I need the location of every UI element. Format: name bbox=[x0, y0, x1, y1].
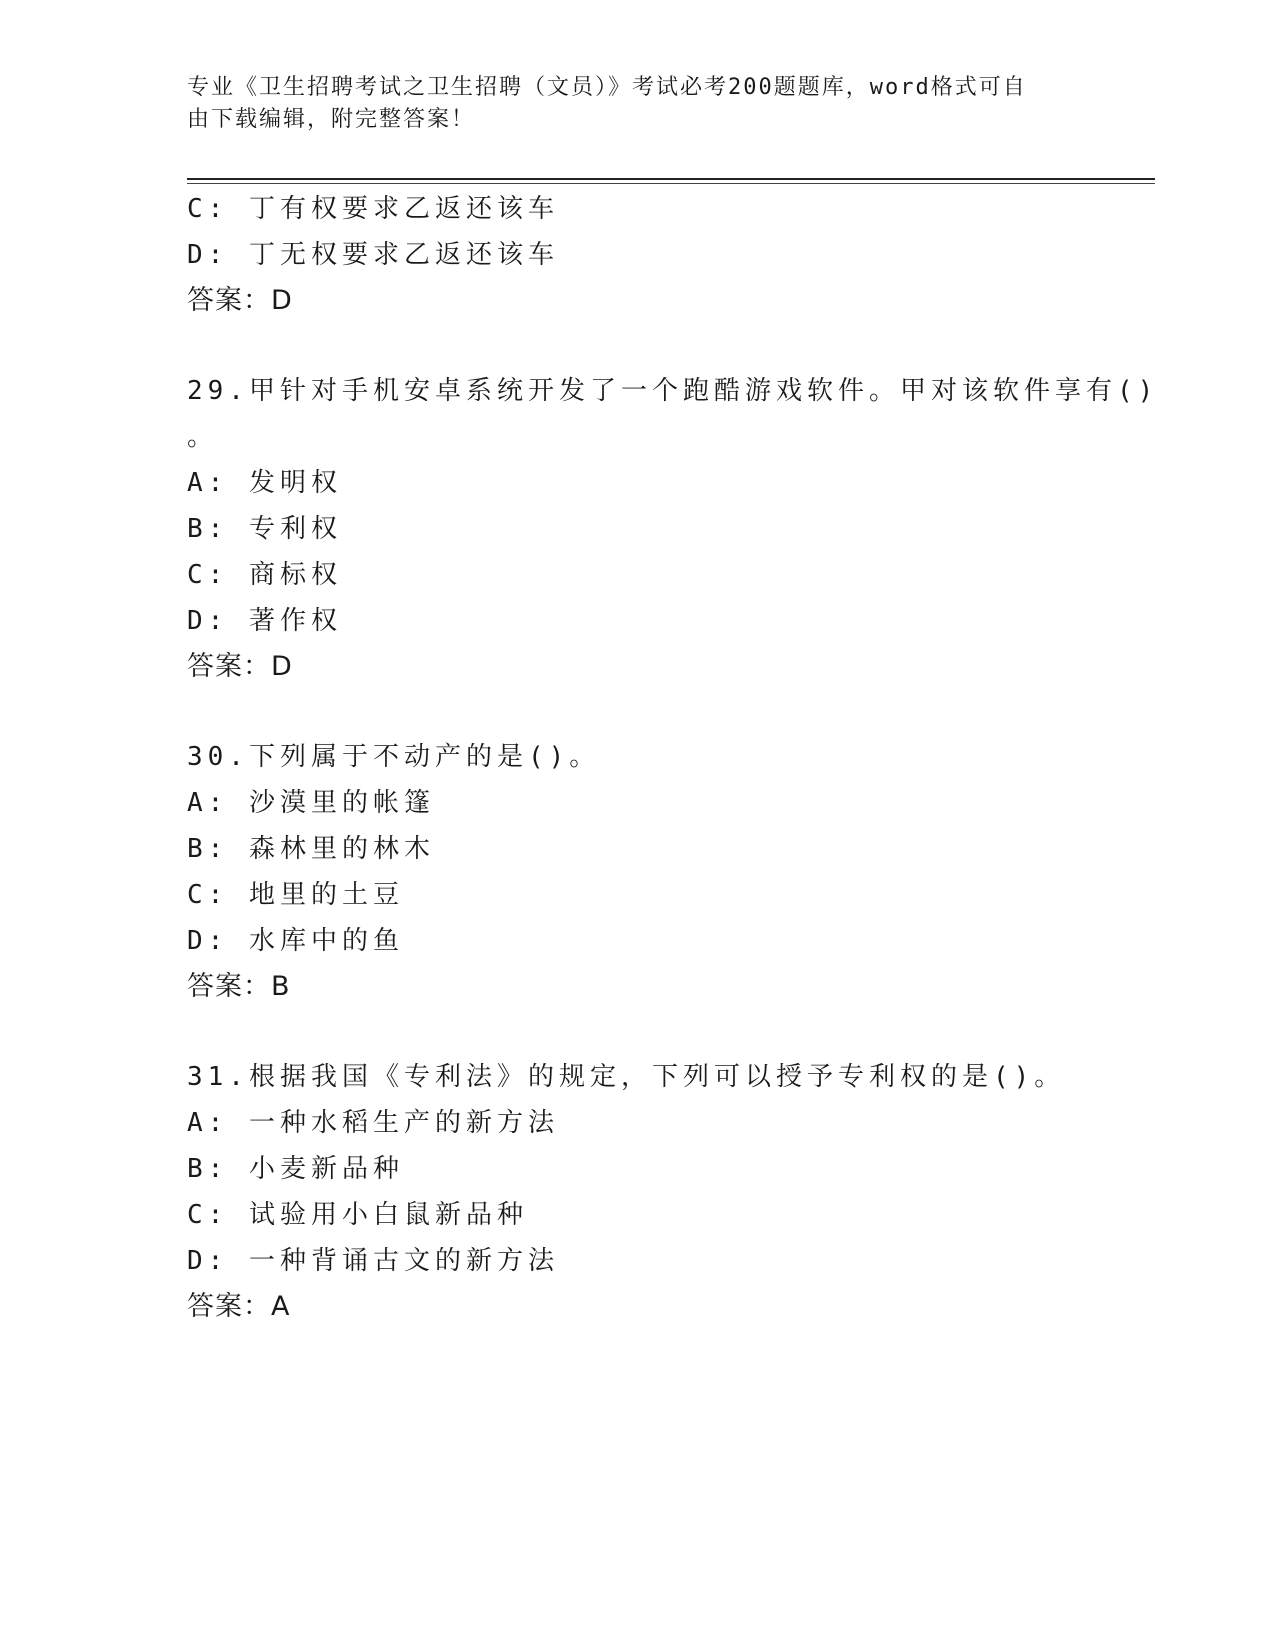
question-list bbox=[187, 186, 1159, 1330]
document-header bbox=[187, 72, 1077, 136]
option-a: A: 发明权 bbox=[187, 468, 342, 498]
question-block-29 bbox=[187, 368, 1159, 690]
option-d: D: 著作权 bbox=[187, 606, 342, 636]
header-divider-thick bbox=[187, 178, 1155, 180]
partial-question-block bbox=[187, 186, 1087, 324]
option-c: C: 丁有权要求乙返还该车 bbox=[187, 194, 559, 224]
option-d: D: 水库中的鱼 bbox=[187, 926, 404, 956]
option-b: B: 专利权 bbox=[187, 514, 342, 544]
option-a: A: 一种水稻生产的新方法 bbox=[187, 1108, 559, 1138]
header-line-2: 由下载编辑，附完整答案！ bbox=[187, 107, 476, 132]
option-b: B: 小麦新品种 bbox=[187, 1154, 404, 1184]
option-b: B: 森林里的林木 bbox=[187, 834, 435, 864]
answer-line: 答案：D bbox=[187, 285, 293, 316]
question-stem: 30.下列属于不动产的是()。 bbox=[187, 742, 601, 772]
option-d: D: 丁无权要求乙返还该车 bbox=[187, 240, 559, 270]
question-stem: 29.甲针对手机安卓系统开发了一个跑酷游戏软件。甲对该软件享有() bbox=[187, 376, 1159, 406]
option-c: C: 试验用小白鼠新品种 bbox=[187, 1200, 528, 1230]
answer-line: 答案：A bbox=[187, 1291, 291, 1322]
option-c: C: 地里的土豆 bbox=[187, 880, 404, 910]
answer-line: 答案：B bbox=[187, 971, 291, 1002]
answer-line: 答案：D bbox=[187, 651, 293, 682]
header-divider-thin bbox=[187, 183, 1155, 184]
option-d: D: 一种背诵古文的新方法 bbox=[187, 1246, 559, 1276]
question-stem-continued: 。 bbox=[187, 422, 214, 452]
option-a: A: 沙漠里的帐篷 bbox=[187, 788, 435, 818]
question-stem: 31.根据我国《专利法》的规定，下列可以授予专利权的是()。 bbox=[187, 1062, 1066, 1092]
question-block-31 bbox=[187, 1054, 1087, 1330]
header-line-1: 专业《卫生招聘考试之卫生招聘（文员）》考试必考200题题库，word格式可自 bbox=[187, 75, 1027, 100]
option-c: C: 商标权 bbox=[187, 560, 342, 590]
question-block-30 bbox=[187, 734, 1087, 1010]
